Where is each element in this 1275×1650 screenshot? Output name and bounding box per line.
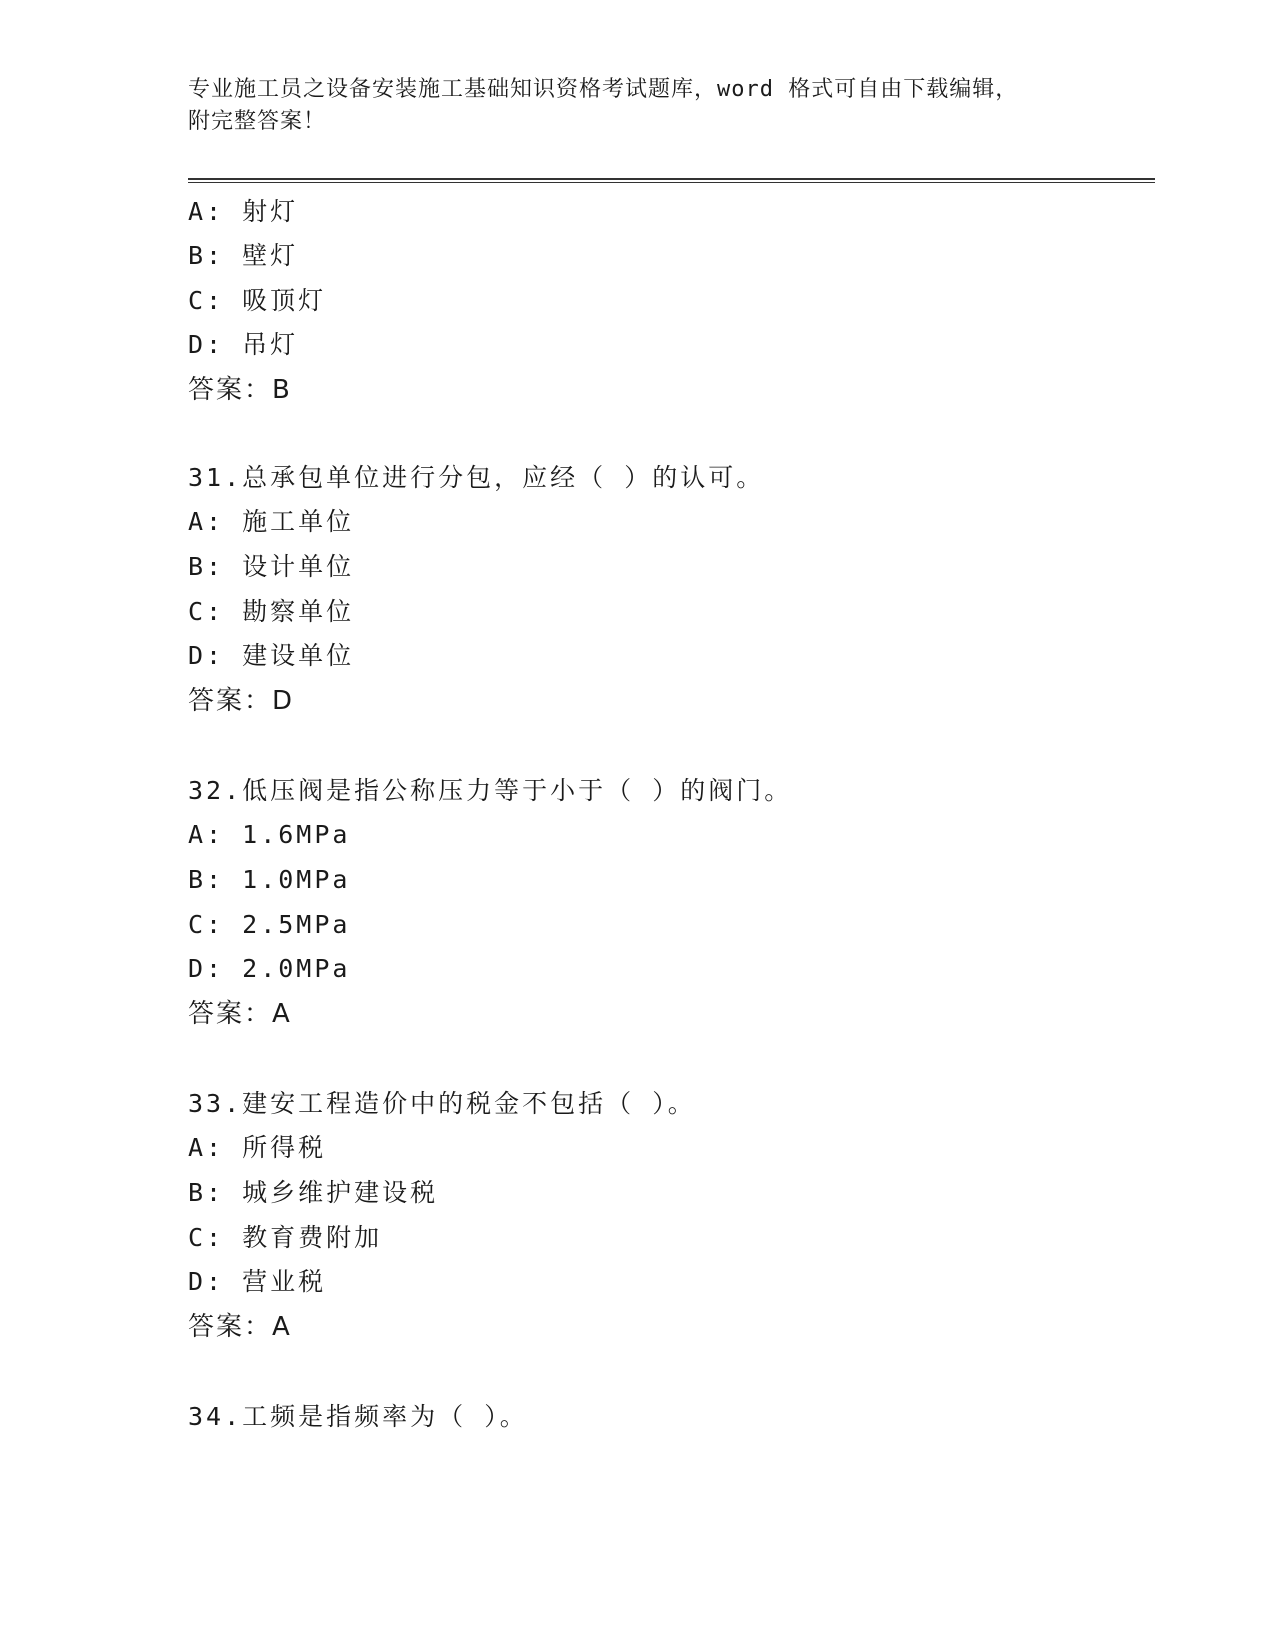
header-divider-top xyxy=(188,178,1155,180)
header-line-2: 附完整答案！ xyxy=(188,109,327,134)
header-divider-bottom xyxy=(188,182,1155,183)
q33-option-b: B: 城乡维护建设税 xyxy=(188,1178,439,1207)
q32-answer: 答案：A xyxy=(188,999,292,1029)
document-header xyxy=(188,74,1088,138)
q33-option-d: D: 营业税 xyxy=(188,1267,327,1296)
q32-option-a: A: 1.6MPa xyxy=(188,820,351,849)
q33-question: 33.建安工程造价中的税金不包括（ ）。 xyxy=(188,1089,696,1118)
q31-question: 31.总承包单位进行分包，应经（ ）的认可。 xyxy=(188,463,765,492)
q31-answer: 答案：D xyxy=(188,686,295,716)
q31-option-a: A: 施工单位 xyxy=(188,507,355,536)
q34-question: 34.工频是指频率为（ ）。 xyxy=(188,1402,528,1431)
q30-option-a: A: 射灯 xyxy=(188,197,299,226)
q30-answer: 答案：B xyxy=(188,375,292,405)
q30-option-d: D: 吊灯 xyxy=(188,330,299,359)
q32-question: 32.低压阀是指公称压力等于小于（ ）的阀门。 xyxy=(188,776,793,805)
q33-option-a: A: 所得税 xyxy=(188,1133,327,1162)
q31-option-c: C: 勘察单位 xyxy=(188,597,355,626)
header-line-1: 专业施工员之设备安装施工基础知识资格考试题库，word 格式可自由下载编辑， xyxy=(188,77,1019,102)
q31-option-d: D: 建设单位 xyxy=(188,641,355,670)
q30-option-c: C: 吸顶灯 xyxy=(188,286,327,315)
q32-option-b: B: 1.0MPa xyxy=(188,865,351,894)
q33-answer: 答案：A xyxy=(188,1312,292,1342)
q31-option-b: B: 设计单位 xyxy=(188,552,355,581)
q32-option-d: D: 2.0MPa xyxy=(188,954,351,983)
q32-option-c: C: 2.5MPa xyxy=(188,910,351,939)
q33-option-c: C: 教育费附加 xyxy=(188,1223,383,1252)
q30-option-b: B: 壁灯 xyxy=(188,241,299,270)
